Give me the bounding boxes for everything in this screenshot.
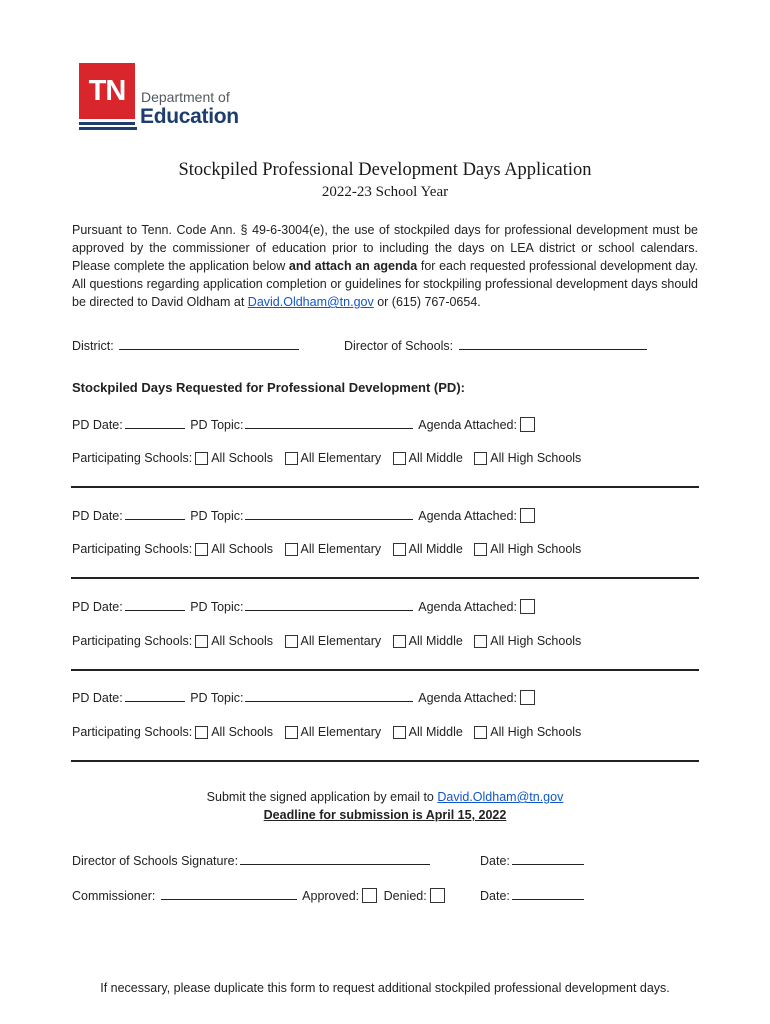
- participating-row: [72, 542, 581, 556]
- all-schools-checkbox[interactable]: [195, 726, 208, 739]
- pd-topic-field[interactable]: [245, 507, 413, 520]
- intro-bold-text: and attach an agenda: [288, 259, 418, 273]
- participating-label: Participating Schools:: [72, 725, 193, 739]
- all-schools-label: All Schools: [211, 725, 274, 739]
- contact-email-link[interactable]: David.Oldham@tn.gov: [247, 295, 374, 309]
- date-label: Date:: [480, 889, 510, 903]
- signature-row: [72, 852, 432, 868]
- pd-topic-label: PD Topic:: [190, 691, 244, 705]
- pd-topic-label: PD Topic:: [190, 600, 244, 614]
- director-signature-field[interactable]: [240, 852, 430, 865]
- submit-text: Submit the signed application by email to: [206, 790, 438, 804]
- form-title: Stockpiled Professional Development Days Application: [178, 160, 592, 180]
- all-schools-label: All Schools: [211, 451, 274, 465]
- all-middle-checkbox[interactable]: [393, 452, 406, 465]
- agenda-label: Agenda Attached:: [418, 509, 517, 523]
- all-high-checkbox[interactable]: [474, 452, 487, 465]
- all-middle-label: All Middle: [408, 725, 463, 739]
- pd-date-field[interactable]: [125, 416, 185, 429]
- logo-department-text: Department of: [141, 89, 230, 105]
- deadline-text: Deadline for submission is April 15, 2022: [263, 808, 507, 822]
- agenda-checkbox[interactable]: [520, 599, 535, 614]
- pd-date-field[interactable]: [125, 689, 185, 702]
- district-field[interactable]: [119, 337, 299, 350]
- all-elementary-label: All Elementary: [300, 634, 382, 648]
- all-high-label: All High Schools: [490, 634, 582, 648]
- participating-label: Participating Schools:: [72, 451, 193, 465]
- participating-label: Participating Schools:: [72, 542, 193, 556]
- pd-date-field[interactable]: [125, 598, 185, 611]
- logo-education-text: Education: [140, 105, 239, 128]
- agenda-label: Agenda Attached:: [418, 691, 517, 705]
- intro-paragraph: [72, 221, 698, 311]
- all-high-label: All High Schools: [490, 451, 582, 465]
- commissioner-field[interactable]: [161, 887, 297, 900]
- section-divider: [71, 669, 699, 671]
- section-divider: [71, 577, 699, 579]
- director-row: [344, 337, 649, 353]
- pd-row: [72, 416, 538, 432]
- section-heading: Stockpiled Days Requested for Professional Development (PD):: [72, 380, 465, 395]
- all-high-label: All High Schools: [490, 542, 582, 556]
- pd-topic-label: PD Topic:: [190, 418, 244, 432]
- director-field[interactable]: [459, 337, 647, 350]
- all-elementary-checkbox[interactable]: [285, 452, 298, 465]
- commissioner-label: Commissioner:: [72, 889, 156, 903]
- all-high-label: All High Schools: [490, 725, 582, 739]
- section-divider: [71, 760, 699, 762]
- footer-note: If necessary, please duplicate this form to request additional stockpiled professional development days.: [100, 981, 670, 995]
- all-high-checkbox[interactable]: [474, 726, 487, 739]
- all-schools-checkbox[interactable]: [195, 543, 208, 556]
- district-label: District:: [72, 339, 114, 353]
- agenda-checkbox[interactable]: [520, 690, 535, 705]
- director-signature-label: Director of Schools Signature:: [72, 854, 239, 868]
- section-divider: [71, 486, 699, 488]
- all-schools-label: All Schools: [211, 634, 274, 648]
- participating-label: Participating Schools:: [72, 634, 193, 648]
- all-elementary-label: All Elementary: [300, 542, 382, 556]
- pd-topic-field[interactable]: [245, 598, 413, 611]
- agenda-checkbox[interactable]: [520, 508, 535, 523]
- logo-tn-mark: TN: [79, 63, 135, 119]
- all-schools-checkbox[interactable]: [195, 635, 208, 648]
- intro-text: or (615) 767-0654.: [373, 295, 481, 309]
- all-middle-label: All Middle: [408, 542, 463, 556]
- all-schools-label: All Schools: [211, 542, 274, 556]
- all-schools-checkbox[interactable]: [195, 452, 208, 465]
- pd-topic-label: PD Topic:: [190, 509, 244, 523]
- participating-row: [72, 725, 581, 739]
- pd-row: [72, 598, 538, 614]
- all-elementary-checkbox[interactable]: [285, 543, 298, 556]
- all-elementary-checkbox[interactable]: [285, 726, 298, 739]
- pd-date-label: PD Date:: [72, 691, 123, 705]
- all-elementary-label: All Elementary: [300, 451, 382, 465]
- logo-underline: [79, 122, 135, 125]
- submit-instruction: [0, 790, 770, 804]
- form-subtitle: 2022-23 School Year: [321, 184, 449, 200]
- agenda-label: Agenda Attached:: [418, 418, 517, 432]
- all-elementary-checkbox[interactable]: [285, 635, 298, 648]
- approved-label: Approved:: [302, 889, 360, 903]
- all-high-checkbox[interactable]: [474, 635, 487, 648]
- pd-topic-field[interactable]: [245, 689, 413, 702]
- pd-row: [72, 689, 538, 705]
- district-row: [72, 337, 301, 353]
- approved-checkbox[interactable]: [362, 888, 377, 903]
- commissioner-date-field[interactable]: [512, 887, 584, 900]
- commissioner-date-row: [480, 887, 586, 903]
- pd-date-label: PD Date:: [72, 418, 123, 432]
- intro-text: Pursuant to Tenn. Code Ann. § 49-6-3004(e), the use of stockpiled days for professional development must be approved by the commissioner of education prior to including the days on LEA district or school calendars. Please complete the application below: [72, 223, 698, 273]
- all-middle-label: All Middle: [408, 451, 463, 465]
- all-middle-checkbox[interactable]: [393, 726, 406, 739]
- signature-date-field[interactable]: [512, 852, 584, 865]
- all-elementary-label: All Elementary: [300, 725, 382, 739]
- date-label: Date:: [480, 854, 510, 868]
- pd-date-label: PD Date:: [72, 509, 123, 523]
- all-high-checkbox[interactable]: [474, 543, 487, 556]
- intro-text: for each requested professional development day. All questions regarding application completion or guidelines for stockpiling professional development days should be directed to David Oldham at: [72, 259, 698, 309]
- participating-row: [72, 634, 581, 648]
- all-middle-label: All Middle: [408, 634, 463, 648]
- agenda-label: Agenda Attached:: [418, 600, 517, 614]
- participating-row: [72, 451, 581, 465]
- director-label: Director of Schools:: [344, 339, 454, 353]
- signature-date-row: [480, 852, 586, 868]
- denied-label: Denied:: [383, 889, 427, 903]
- all-middle-checkbox[interactable]: [393, 635, 406, 648]
- pd-date-field[interactable]: [125, 507, 185, 520]
- pd-row: [72, 507, 538, 523]
- denied-checkbox[interactable]: [430, 888, 445, 903]
- pd-date-label: PD Date:: [72, 600, 123, 614]
- pd-topic-field[interactable]: [245, 416, 413, 429]
- logo-underline: [79, 127, 137, 130]
- submit-email-link[interactable]: David.Oldham@tn.gov: [437, 790, 564, 804]
- agenda-checkbox[interactable]: [520, 417, 535, 432]
- tn-education-logo: [79, 63, 249, 129]
- all-middle-checkbox[interactable]: [393, 543, 406, 556]
- commissioner-row: [72, 887, 448, 903]
